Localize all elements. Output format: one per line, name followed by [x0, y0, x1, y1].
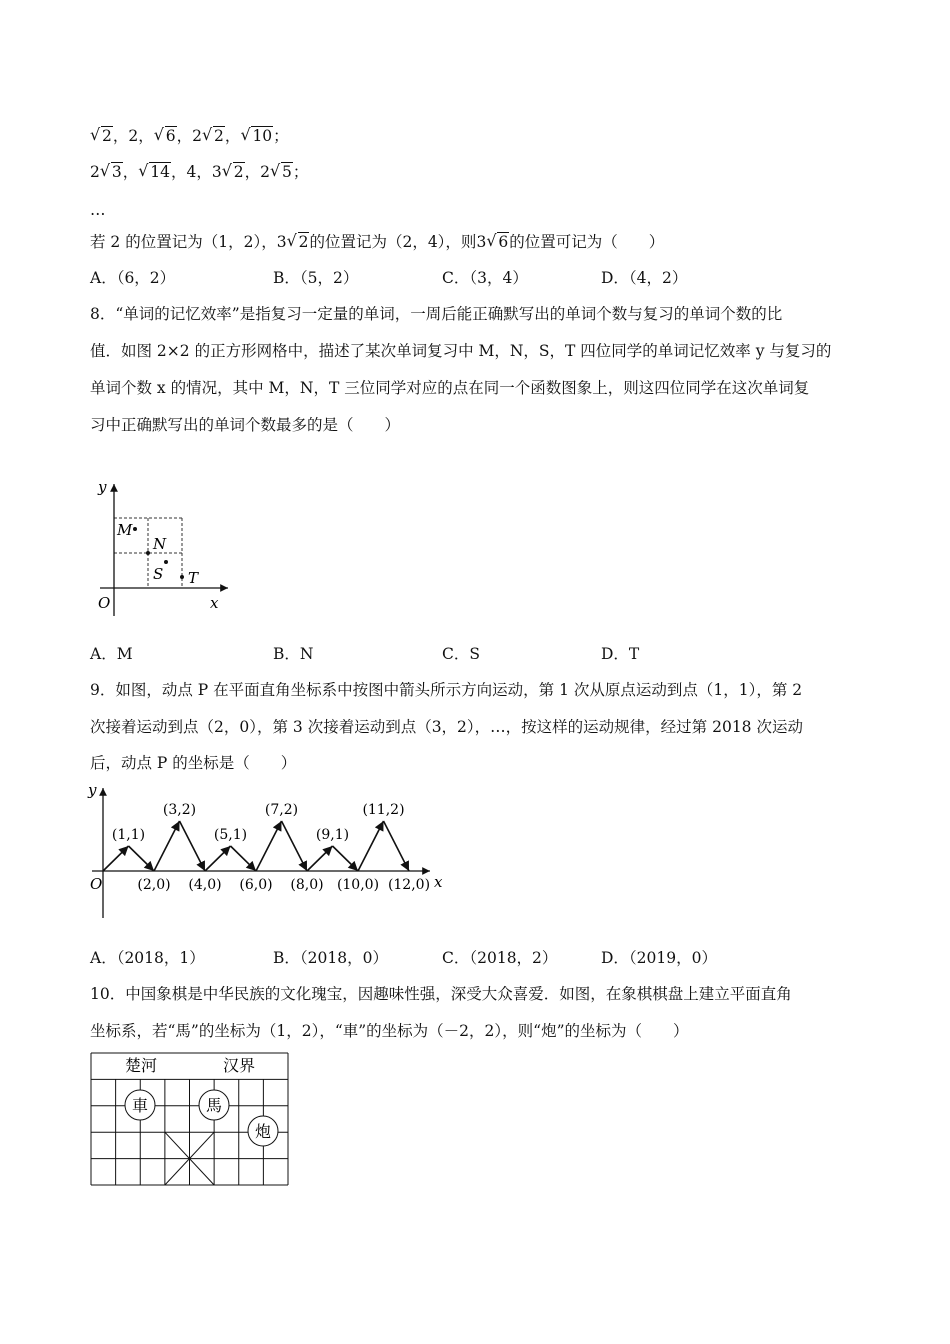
point-label: (4,0) [188, 877, 222, 893]
radical [90, 126, 113, 146]
q8-line-3: 单词个数 x 的情况，其中 M，N，T 三位同学对应的点在同一个函数图象上，则这四位同学在这次单词复 [90, 379, 810, 397]
q8-line-1: 8．“单词的记忆效率”是指复习一定量的单词，一周后能正确默写出的单词个数与复习的单词个数的比 [90, 305, 783, 323]
q9-line-2: 次接着运动到点（2，0），第 3 次接着运动到点（3，2），…，按这样的运动规律，经过第 2018 次运动 [90, 718, 803, 736]
option-a[interactable]: A．M [90, 645, 133, 663]
number: 4 [186, 163, 197, 181]
radical [222, 162, 245, 182]
point-label: (11,2) [362, 802, 405, 818]
number: 2 [128, 127, 139, 145]
sqrt-row-2: 2√ 3，√ 14，4，3√ 2，2√ 5； [90, 162, 308, 182]
radicand: 2 [233, 163, 244, 181]
y-axis-label: y [88, 781, 97, 799]
motion-segment [154, 821, 180, 871]
coefficient: 2 [260, 163, 271, 181]
motion-path [103, 821, 409, 871]
label-t: T [188, 569, 199, 587]
radical [486, 232, 509, 252]
option-d[interactable]: D．T [601, 645, 640, 663]
point-label: (8,0) [290, 877, 324, 893]
option-c[interactable]: C．（3，4） [442, 269, 528, 287]
origin-label: O [98, 594, 111, 612]
top-point-labels [112, 802, 405, 843]
sqrt-row-1: √ 2，2，√ 6，2√ 2，√ 10； [90, 126, 289, 146]
question-text: 的位置记为（2，4），则 [309, 233, 477, 251]
point-t [180, 575, 184, 579]
option-d[interactable]: D．（2019，0） [601, 949, 717, 967]
coefficient: 3 [476, 233, 487, 251]
q9-line-1: 9．如图，动点 P 在平面直角坐标系中按图中箭头所示方向运动，第 1 次从原点运动到点（1，1），第 2 [90, 681, 803, 699]
piece-pao [248, 1116, 278, 1146]
motion-segment [231, 846, 257, 871]
intro-question [90, 232, 664, 252]
option-c[interactable]: C．（2018，2） [442, 949, 558, 967]
radicand: 2 [298, 233, 309, 251]
label-s: S [153, 565, 164, 583]
river-left: 楚河 [125, 1056, 158, 1075]
label-n: N [153, 535, 167, 553]
x-axis-label: x [210, 594, 219, 612]
point-label: (9,1) [315, 827, 350, 843]
motion-segment [205, 846, 231, 871]
point-label: (5,1) [213, 827, 248, 843]
point-label: (10,0) [336, 877, 380, 893]
point-label: (12,0) [387, 877, 431, 893]
motion-segment [358, 821, 384, 871]
radical [202, 126, 225, 146]
option-a[interactable]: A．（6，2） [90, 269, 176, 287]
point-s [164, 560, 168, 564]
origin-label: O [90, 875, 103, 893]
motion-segment [307, 846, 333, 871]
y-axis-label: y [98, 478, 107, 496]
point-label: (1,1) [111, 827, 146, 843]
radicand: 2 [102, 127, 112, 145]
point-label: (3,2) [162, 802, 197, 818]
radicand: 3 [111, 163, 122, 181]
radical [138, 162, 171, 182]
point-label: (2,0) [137, 877, 171, 893]
motion-segment [180, 821, 206, 871]
radical [270, 162, 293, 182]
radical [240, 126, 273, 146]
option-b[interactable]: B．（2018，0） [273, 949, 388, 967]
question-text: 若 2 的位置记为（1，2）， [90, 233, 277, 251]
q10-line-1: 10．中国象棋是中华民族的文化瑰宝，因趣味性强，深受大众喜爱．如图，在象棋棋盘上建立平面直角 [90, 985, 792, 1003]
point-m [133, 527, 137, 531]
x-axis-label: x [434, 873, 443, 891]
motion-segment [129, 846, 155, 871]
radicand: 5 [282, 163, 292, 181]
q10-chessboard [88, 1050, 292, 1188]
coefficient: 2 [192, 127, 203, 145]
coefficient: 2 [90, 163, 100, 181]
motion-segment [256, 821, 282, 871]
ellipsis: … [90, 201, 106, 219]
river-right: 汉界 [223, 1056, 256, 1075]
motion-segment [103, 846, 129, 871]
q9-line-3: 后，动点 P 的坐标是（ ） [90, 754, 297, 772]
point-label: (7,2) [264, 802, 299, 818]
radical [287, 232, 310, 252]
coefficient: 3 [276, 233, 287, 251]
option-b[interactable]: B．N [273, 645, 314, 663]
coefficient: 3 [211, 163, 222, 181]
motion-segment [384, 821, 410, 871]
motion-segment [333, 846, 359, 871]
option-b[interactable]: B．（5，2） [273, 269, 359, 287]
piece-pao-label: 炮 [254, 1122, 272, 1141]
label-m: M [117, 521, 133, 539]
option-c[interactable]: C．S [442, 645, 480, 663]
piece-che-label: 車 [131, 1096, 149, 1115]
q9-figure [84, 778, 454, 923]
motion-segment [282, 821, 308, 871]
radicand: 10 [252, 127, 273, 145]
option-d[interactable]: D．（4，2） [601, 269, 688, 287]
point-n [146, 551, 150, 555]
piece-ma-label: 馬 [205, 1096, 223, 1115]
option-a[interactable]: A．（2018，1） [90, 949, 205, 967]
bottom-point-labels [137, 877, 430, 893]
point-label: (6,0) [239, 877, 273, 893]
radicand: 14 [150, 163, 170, 181]
q8-line-4: 习中正确默写出的单词个数最多的是（ ） [90, 416, 401, 434]
q8-line-2: 值．如图 2×2 的正方形网格中，描述了某次单词复习中 M，N，S，T 四位同学的单词记忆效率 y 与复习的 [90, 342, 832, 360]
radicand: 6 [498, 233, 509, 251]
q10-line-2: 坐标系，若“馬”的坐标为（1，2），“車”的坐标为（－2，2），则“炮”的坐标为（ ） [90, 1022, 689, 1040]
radical [100, 162, 123, 182]
radicand: 2 [214, 127, 224, 145]
radicand: 6 [165, 127, 176, 145]
q8-figure [86, 476, 246, 621]
piece-ma [199, 1090, 229, 1120]
piece-che [125, 1090, 155, 1120]
radical [154, 126, 177, 146]
question-text: 的位置可记为（ ） [509, 233, 665, 251]
